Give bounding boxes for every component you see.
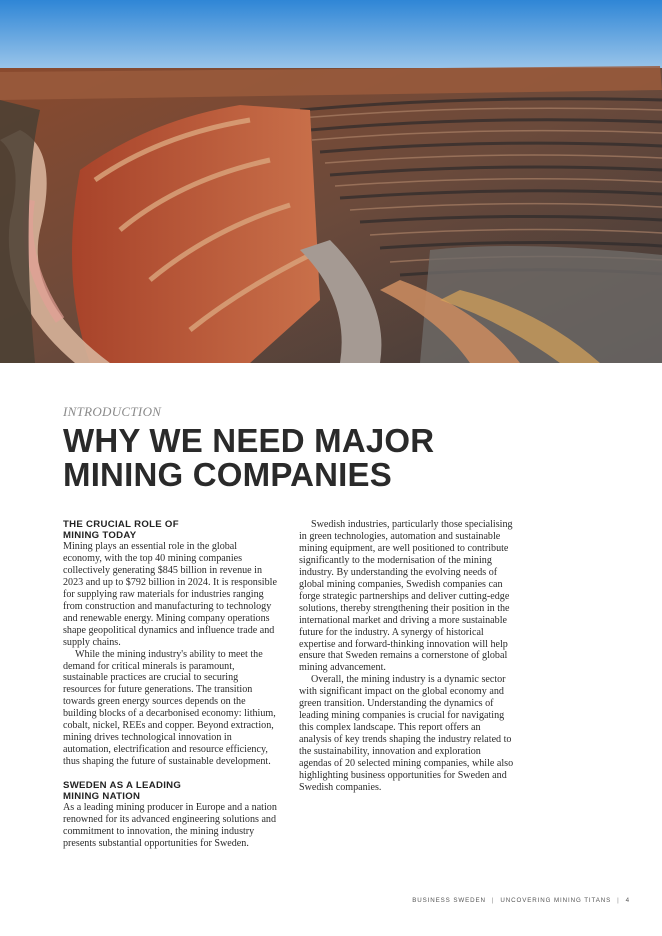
footer-brand: BUSINESS SWEDEN	[412, 897, 486, 904]
page-footer	[412, 897, 630, 904]
paragraph: As a leading mining producer in Europe and a nation renowned for its advanced engineering solutions and commitment to innovation, the mining industry presents substantial opportunities for Sweden.	[63, 802, 277, 849]
paragraph: Overall, the mining industry is a dynamic sector with significant impact on the global economy and green transition. Understanding the dynamics of leading mining companies is crucial for navigating this complex landscape. This report offers an analysis of key trends shaping the industry related to the sustainability, innovation and exploration agendas of 20 selected mining companies, while also highlighting business opportunities for Sweden and Swedish companies.	[299, 674, 514, 793]
section-heading-crucial-role	[63, 519, 278, 541]
paragraph: Swedish industries, particularly those specialising in green technologies, automation and sustainable mining equipment, are well positioned to contribute significantly to the modernisation of the mining industry. By understanding the evolving needs of global mining companies, Swedish companies can forge strategic partnerships and deliver cutting-edge solutions, thereby strengthening their position in the international market and driving a more sustainable future for the industry. A synergy of historical expertise and forward-thinking innovation will help ensure that Sweden remains a cornerstone of global mining advancement.	[299, 519, 513, 674]
paragraph: While the mining industry's ability to meet the demand for critical minerals is paramount, sustainable practices are crucial to securing resources for future generations. The transition towards green energy sources depends on the building blocks of a decarbonised economy: lithium, cobalt, nickel, REEs and copper. Beyond extraction, mining drives technological innovation in automation, electrification and resource efficiency, thus shaping the future of sustainable development.	[63, 648, 276, 768]
hero-mine-photo	[0, 0, 662, 363]
page-title	[63, 424, 603, 492]
heading-line: MINING NATION	[63, 791, 141, 803]
heading-line: MINING TODAY	[63, 530, 137, 541]
footer-separator: |	[491, 897, 495, 904]
heading-line: THE CRUCIAL ROLE OF	[63, 519, 179, 530]
paragraph: Mining plays an essential role in the global economy, with the top 40 mining companies collectively generating $845 billion in revenue in 2023 and up to $792 billion in 2024. It is responsible for supplying raw materials for industries ranging from construction and manufacturing to technology and renewable energy. Mining company operations shape geopolitical dynamics and influence trade and supply chains.	[63, 541, 277, 648]
section-kicker: INTRODUCTION	[63, 404, 162, 419]
heading-line: SWEDEN AS A LEADING	[63, 780, 182, 792]
section-heading-sweden	[63, 780, 278, 802]
left-column	[63, 519, 278, 850]
footer-report-title: UNCOVERING MINING TITANS	[500, 897, 612, 904]
page-number: 4	[625, 897, 630, 904]
title-line-1: WHY WE NEED MAJOR	[63, 422, 435, 459]
right-column	[299, 519, 514, 794]
title-line-2: MINING COMPANIES	[63, 456, 392, 493]
footer-separator: |	[617, 897, 620, 904]
